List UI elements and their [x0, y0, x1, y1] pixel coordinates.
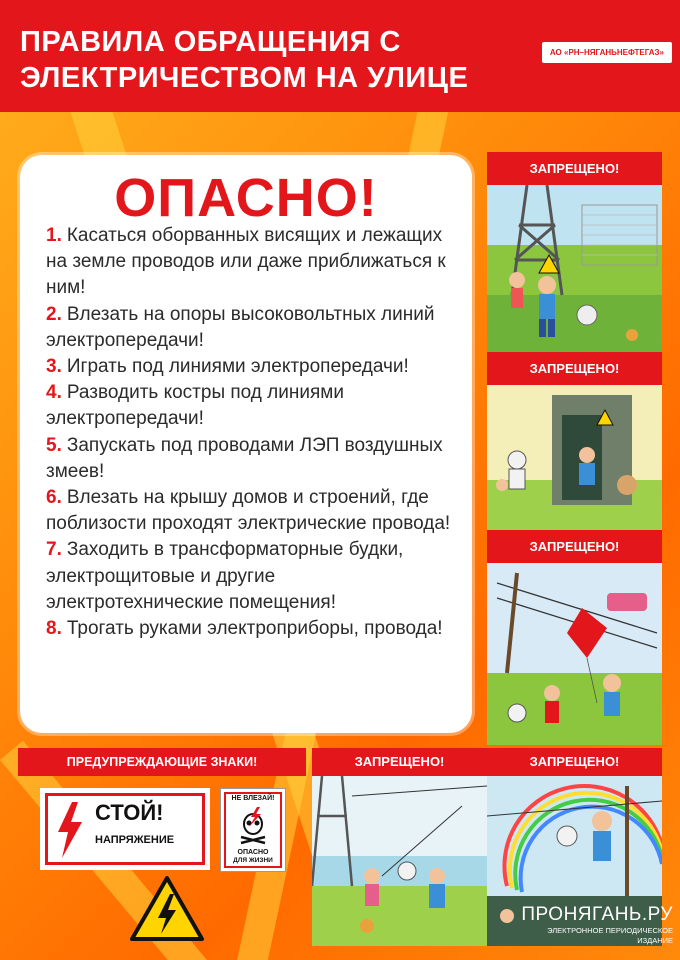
rule-number: 7.: [46, 539, 62, 561]
header-banner: [0, 0, 680, 112]
lightning-icon: [56, 802, 84, 858]
rule-number: 5.: [46, 434, 62, 456]
rule-text: Влезать на опоры высоковольтных линий электропередачи!: [46, 303, 435, 351]
rule-text: Разводить костры под линиями электропередачи!: [46, 382, 344, 430]
forbidden-label: ЗАПРЕЩЕНО!: [487, 152, 662, 185]
rule-number: 6.: [46, 487, 62, 509]
rule-item: [46, 537, 456, 616]
forbidden-panel-booth: [487, 352, 662, 530]
title-line-1: ПРАВИЛА ОБРАЩЕНИЯ С: [20, 26, 401, 58]
no-climb-sign: [220, 788, 286, 872]
warning-signs-heading: ПРЕДУПРЕЖДАЮЩИЕ ЗНАКИ!: [18, 748, 306, 776]
stop-voltage-sign: [40, 788, 210, 870]
rule-item: [46, 380, 456, 432]
forbidden-panel-tower: [487, 152, 662, 352]
page-title: [20, 24, 500, 96]
watermark-subtitle-1: ЭЛЕКТРОННОЕ ПЕРИОДИЧЕСКОЕ: [547, 926, 673, 935]
rule-item: [46, 485, 456, 537]
rule-number: 2.: [46, 303, 62, 325]
stop-sign-subtitle: НАПРЯЖЕНИЕ: [95, 834, 175, 846]
rule-text: Касаться оборванных висящих и лежащих на земле проводов или даже приближаться к ним!: [46, 225, 446, 299]
illustration-fishing-under-wires: [312, 776, 487, 946]
high-voltage-triangle-icon: [130, 876, 204, 942]
forbidden-panel-kite: [487, 530, 662, 745]
rule-text: Трогать руками электроприборы, провода!: [66, 618, 443, 640]
no-climb-title: НЕ ВЛЕЗАЙ!: [231, 795, 275, 802]
rule-text: Играть под линиями электропередачи!: [66, 356, 409, 378]
illustration-power-tower: [487, 185, 662, 352]
illustration-kite-under-wires: [487, 563, 662, 745]
no-climb-bottom-line-1: ОПАСНО: [237, 849, 269, 856]
forbidden-label: ЗАПРЕЩЕНО!: [487, 352, 662, 385]
skull-icon: [237, 807, 269, 845]
watermark: [508, 904, 673, 946]
rule-number: 8.: [46, 618, 62, 640]
illustration-transformer-booth: [487, 385, 662, 530]
rule-number: 3.: [46, 356, 62, 378]
forbidden-label: ЗАПРЕЩЕНО!: [487, 530, 662, 563]
rule-number: 4.: [46, 382, 62, 404]
rule-item: [46, 302, 456, 354]
rule-text: Влезать на крышу домов и строений, где поблизости проходят электрические провода!: [46, 487, 451, 535]
watermark-subtitle-2: ИЗДАНИЕ: [637, 936, 673, 945]
rule-item: [46, 433, 456, 485]
title-line-2: ЭЛЕКТРИЧЕСТВОМ НА УЛИЦЕ: [20, 62, 469, 94]
rules-list: [46, 223, 456, 642]
danger-heading: ОПАСНО!: [114, 168, 378, 228]
rule-text: Запускать под проводами ЛЭП воздушных змеев!: [46, 434, 443, 482]
forbidden-label: ЗАПРЕЩЕНО!: [487, 748, 662, 776]
rule-text: Заходить в трансформаторные будки, электрощитовые и другие электротехнические помещения!: [46, 539, 404, 613]
forbidden-label: ЗАПРЕЩЕНО!: [312, 748, 487, 776]
rule-number: 1.: [46, 225, 62, 246]
stop-sign-title: СТОЙ!: [95, 800, 164, 825]
rule-item: [46, 354, 456, 380]
no-climb-bottom-line-2: ДЛЯ ЖИЗНИ: [233, 857, 273, 864]
rule-item: [46, 223, 456, 302]
company-label: АО «РН–НЯГАНЬНЕФТЕГАЗ»: [542, 42, 672, 63]
rule-item: [46, 616, 456, 642]
watermark-site: ПРОНЯГАНЬ.РУ: [521, 904, 673, 925]
danger-card: [20, 155, 472, 733]
